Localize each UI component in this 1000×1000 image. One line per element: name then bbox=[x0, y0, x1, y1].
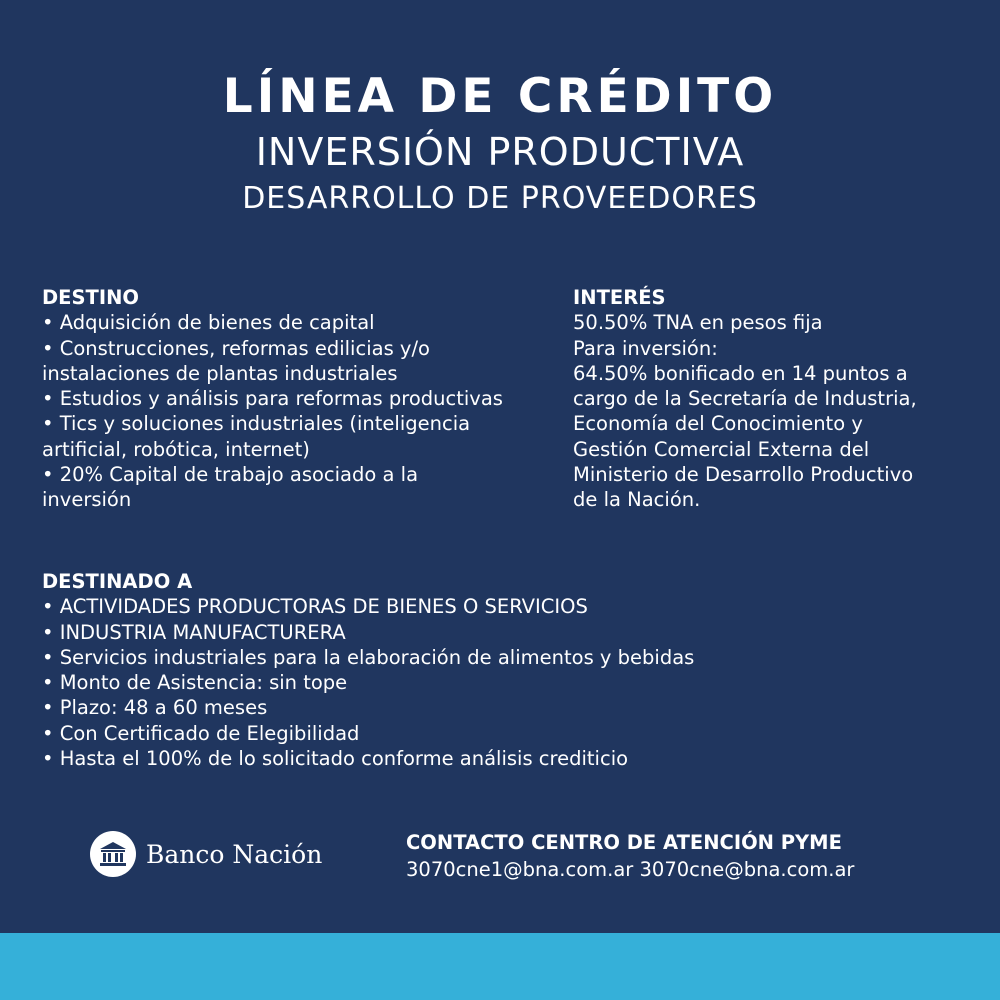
destinado-line: • Hasta el 100% de lo solicitado conforme análisis crediticio bbox=[42, 747, 629, 771]
contact-emails[interactable]: 3070cne1@bna.com.ar 3070cne@bna.com.ar bbox=[406, 858, 855, 881]
interes-line: 64.50% bonificado en 14 puntos a bbox=[573, 361, 908, 385]
interes-line: de la Nación. bbox=[573, 488, 701, 512]
interes-section bbox=[573, 285, 973, 513]
destinado-line: • INDUSTRIA MANUFACTURERA bbox=[42, 620, 346, 644]
interes-line: Gestión Comercial Externa del bbox=[573, 437, 870, 461]
destino-line: • Construcciones, reformas edilicias y/o bbox=[42, 336, 430, 360]
destinado-line: • Monto de Asistencia: sin tope bbox=[42, 671, 348, 695]
logo-text: Banco Nación bbox=[146, 839, 323, 869]
destinado-section bbox=[42, 569, 942, 771]
destinado-line: • ACTIVIDADES PRODUCTORAS DE BIENES O SERVICIOS bbox=[42, 595, 588, 619]
destinado-title: DESTINADO A bbox=[42, 570, 193, 593]
page-subsubtitle: DESARROLLO DE PROVEEDORES bbox=[242, 181, 758, 216]
contact-title: CONTACTO CENTRO DE ATENCIÓN PYME bbox=[406, 831, 842, 854]
destino-line: instalaciones de plantas industriales bbox=[42, 361, 398, 385]
destinado-line: • Servicios industriales para la elaboración de alimentos y bebidas bbox=[42, 645, 695, 669]
bank-building-icon bbox=[90, 831, 136, 877]
interes-line: Economía del Conocimiento y bbox=[573, 412, 863, 436]
destino-line: inversión bbox=[42, 488, 132, 512]
interes-line: 50.50% TNA en pesos fija bbox=[573, 311, 823, 335]
page-title: LÍNEA DE CRÉDITO bbox=[222, 69, 778, 124]
interes-title: INTERÉS bbox=[573, 286, 666, 309]
interes-line: Ministerio de Desarrollo Productivo bbox=[573, 463, 914, 487]
destino-line: • Estudios y análisis para reformas productivas bbox=[42, 387, 503, 411]
interes-line: Para inversión: bbox=[573, 336, 718, 360]
contact-section bbox=[406, 830, 854, 884]
destino-line: • Tics y soluciones industriales (inteligencia bbox=[42, 412, 471, 436]
page-subtitle: INVERSIÓN PRODUCTIVA bbox=[255, 130, 745, 174]
header bbox=[0, 68, 1000, 220]
destino-section bbox=[42, 285, 562, 513]
destinado-line: • Con Certificado de Elegibilidad bbox=[42, 721, 360, 745]
bottom-band bbox=[0, 933, 1000, 1000]
banco-nacion-logo bbox=[90, 831, 322, 877]
interes-line: cargo de la Secretaría de Industria, bbox=[573, 387, 917, 411]
destino-line: • 20% Capital de trabajo asociado a la bbox=[42, 463, 419, 487]
destino-line: artificial, robótica, internet) bbox=[42, 437, 310, 461]
destino-line: • Adquisición de bienes de capital bbox=[42, 311, 375, 335]
destino-title: DESTINO bbox=[42, 286, 140, 309]
destinado-line: • Plazo: 48 a 60 meses bbox=[42, 696, 268, 720]
